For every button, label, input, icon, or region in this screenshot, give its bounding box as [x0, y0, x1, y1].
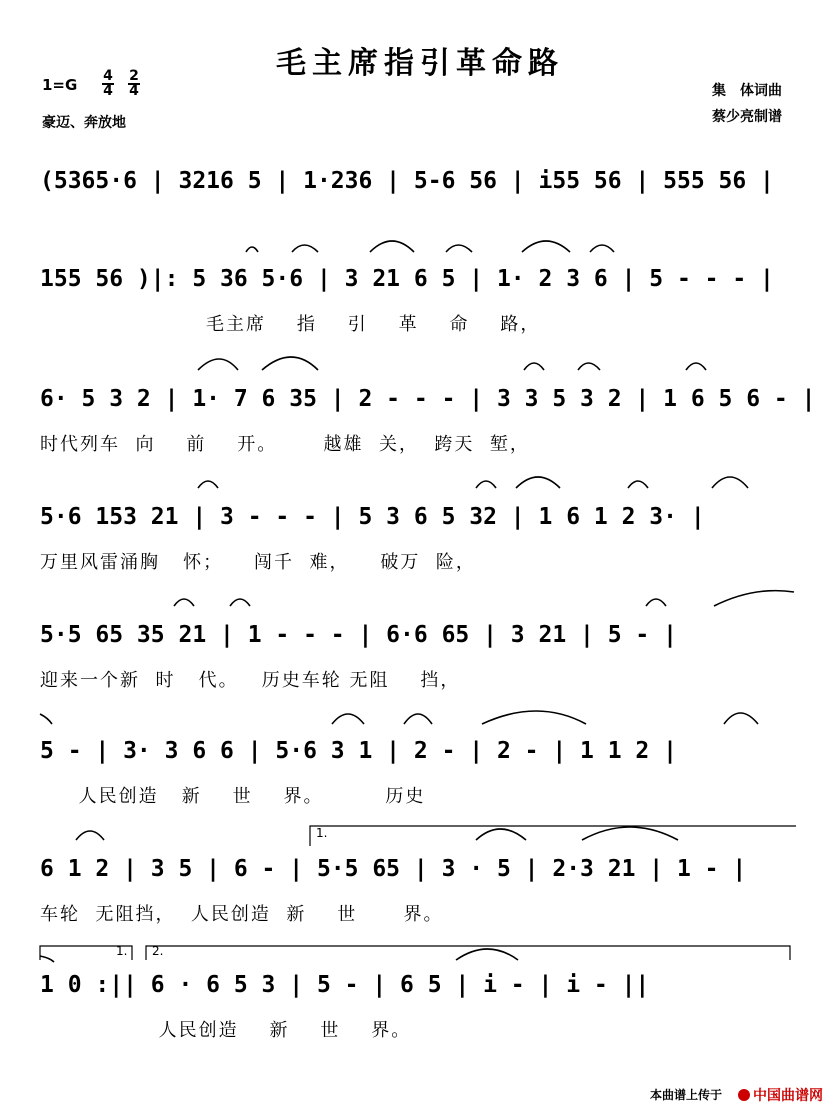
- logo-mark-icon: [738, 1089, 750, 1101]
- slur: [686, 363, 706, 370]
- slur: [332, 714, 364, 724]
- lyrics-line-4: 万里风雷涌胸 怀； 闯千 难， 破万 险，: [40, 552, 476, 573]
- volta-first-end-label: 1.: [116, 944, 128, 958]
- slur: [516, 477, 560, 488]
- slur: [40, 956, 54, 962]
- credit-words: 集 体词曲: [712, 83, 782, 99]
- notation-line-7: 6 1 2 | 3 5 | 6 - | 5·5 65 | 3 · 5 | 2·3 21 | 1 - |: [40, 856, 747, 882]
- credit-transcriber: 蔡少亮制谱: [712, 109, 782, 125]
- slur: [482, 711, 586, 724]
- volta-second-label: 2.: [152, 944, 164, 958]
- lyrics-line-6: 人民创造 新 世 界。 历史: [40, 786, 426, 807]
- slur: [646, 599, 666, 606]
- slur: [198, 481, 218, 488]
- slur: [476, 481, 496, 488]
- slur: [40, 714, 52, 724]
- slur: [524, 363, 544, 370]
- slur: [262, 357, 318, 370]
- slur: [628, 481, 648, 488]
- time-a-num: 4: [103, 68, 113, 84]
- notation-line-8: 1 0 :|| 6 · 6 5 3 | 5 - | 6 5 | i - | i - ||: [40, 972, 650, 998]
- slur: [714, 591, 794, 606]
- slur: [198, 359, 238, 370]
- time-b-den: 4: [129, 83, 139, 99]
- slur: [712, 477, 748, 488]
- site-name: 中国曲谱网: [753, 1088, 823, 1104]
- slur: [446, 245, 472, 252]
- slur: [522, 241, 570, 252]
- site-logo[interactable]: [738, 1085, 823, 1105]
- notation-line-6: 5 - | 3· 3 6 6 | 5·6 3 1 | 2 - | 2 - | 1 1 2 |: [40, 738, 677, 764]
- lyrics-line-3: 时代列车 向 前 开。 越雄 关， 跨天 堑，: [40, 434, 530, 455]
- slur: [404, 714, 432, 724]
- slur: [246, 247, 258, 252]
- slur: [76, 831, 104, 840]
- notation-line-5: 5·5 65 35 21 | 1 - - - | 6·6 65 | 3 21 | 5 - |: [40, 622, 677, 648]
- time-b-num: 2: [129, 68, 139, 84]
- page-title: 毛主席指引革命路: [276, 46, 564, 81]
- tempo-marking: 豪迈、奔放地: [42, 115, 126, 131]
- lyrics-line-7: 车轮 无阻挡， 人民创造 新 世 界。: [40, 904, 444, 925]
- slur: [174, 599, 194, 606]
- lyrics-line-8: 人民创造 新 世 界。: [120, 1020, 412, 1041]
- slur: [456, 949, 518, 960]
- slur: [578, 363, 600, 370]
- notation-line-4: 5·6 153 21 | 3 - - - | 5 3 6 5 32 | 1 6 1 2 3· |: [40, 504, 705, 530]
- slur: [582, 827, 678, 840]
- notation-line-2: 155 56 )|: 5 36 5·6 | 3 21 6 5 | 1· 2 3 6 | 5 - - - |: [40, 266, 774, 292]
- key-signature: 1=G: [42, 76, 78, 94]
- slur: [292, 245, 318, 252]
- slur: [476, 829, 526, 840]
- slur: [724, 713, 758, 724]
- footer-uploaded: 本曲谱上传于: [650, 1088, 723, 1102]
- slur: [370, 241, 414, 252]
- lyrics-line-5: 迎来一个新 时 代。 历史车轮 无阻 挡，: [40, 670, 461, 691]
- notation-line-3: 6· 5 3 2 | 1· 7 6 35 | 2 - - - | 3 3 5 3 2 | 1 6 5 6 - |: [40, 386, 816, 412]
- lyrics-line-2: 毛主席 指 引 革 命 路，: [206, 314, 541, 335]
- slur: [230, 599, 250, 606]
- volta-first-label: 1.: [316, 826, 328, 840]
- time-a-den: 4: [103, 83, 113, 99]
- slur: [590, 245, 614, 252]
- volta-first: [310, 826, 796, 846]
- notation-line-1: (5365·6 | 3216 5 | 1·236 | 5-6 56 | i55 56 | 555 56 |: [40, 168, 774, 194]
